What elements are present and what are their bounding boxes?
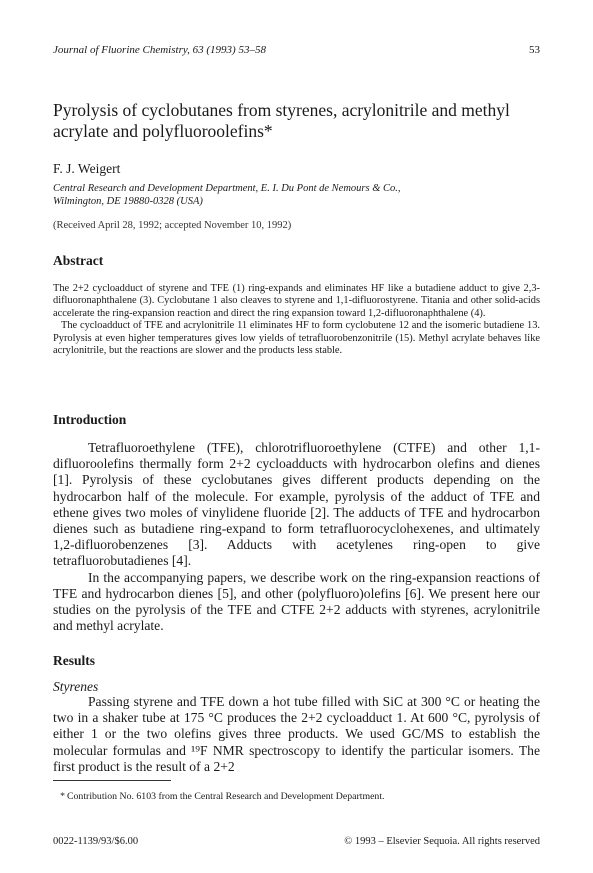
results-body: [53, 694, 540, 775]
introduction-paragraph: In the accompanying papers, we describe work on the ring-expansion reactions of TFE and hydrocarbon dienes [5], and other (polyfluoro)olefins [6]. We present here our studies on the pyrolysis of the TFE and CTFE 2+2 adducts with styrenes, acrylonitrile and methyl acrylate.: [53, 569, 540, 634]
affiliation-line: Central Research and Development Department, E. I. Du Pont de Nemours & Co.,: [53, 183, 401, 194]
issn-price: 0022-1139/93/$6.00: [53, 836, 139, 847]
copyright: © 1993 – Elsevier Sequoia. All rights reserved: [344, 836, 540, 847]
page-number: 53: [529, 44, 540, 56]
abstract-heading: Abstract: [53, 253, 104, 268]
abstract-paragraph: The cycloadduct of TFE and acrylonitrile 11 eliminates HF to form cyclobutene 12 and the isomeric butadiene 13. Pyrolysis at even higher temperatures gives low yields of tetrafluorobenzonitrile (15). Methyl acrylate behaves like acrylonitrile, but the reactions are slower and the products less stable.: [53, 320, 540, 357]
affiliation-line: Wilmington, DE 19880-0328 (USA): [53, 196, 203, 207]
footnote-mark: *: [60, 791, 65, 802]
footnote: [53, 791, 540, 802]
received-dates: (Received April 28, 1992; accepted November 10, 1992): [53, 220, 292, 231]
footnote-text: Contribution No. 6103 from the Central Research and Development Department.: [67, 791, 385, 802]
abstract-body: [53, 283, 540, 357]
author: F. J. Weigert: [53, 161, 121, 176]
styrenes-subheading: Styrenes: [53, 679, 99, 694]
footnote-rule: [53, 780, 171, 781]
abstract-paragraph: The 2+2 cycloadduct of styrene and TFE (1) ring-expands and eliminates HF like a butadiene adduct to give 2,3-difluoronaphthalene (3). Cyclobutane 1 also cleaves to styrene and 1,1-difluorostyrene. Titania and other solid-acids accelerate the ring-expansion reaction and direct the ring expansion toward 1,2-difluoronaphthalene (4).: [53, 283, 540, 319]
affiliation: [53, 182, 540, 208]
paper-title: Pyrolysis of cyclobutanes from styrenes, acrylonitrile and methyl acrylate and polyfluoroolefins*: [53, 100, 510, 141]
introduction-heading: Introduction: [53, 412, 127, 427]
introduction-paragraph: Tetrafluoroethylene (TFE), chlorotrifluoroethylene (CTFE) and other 1,1-difluoroolefins thermally form 2+2 cycloadducts with hydrocarbon olefins and dienes [1]. Pyrolysis of these cyclobutanes gives different products depending on the hydrocarbon half of the molecule. For example, pyrolysis of the adduct of TFE and ethene gives two moles of vinylidene fluoride [2]. The adducts of TFE and hydrocarbon dienes such as butadiene ring-expand to form tetrafluorocyclohexenes, and ultimately 1,2-difluorobenzenes [3]. Adducts with acetylenes ring-open to give tetrafluorobutadienes [4].: [53, 440, 540, 569]
journal-citation: Journal of Fluorine Chemistry, 63 (1993) 53–58: [53, 44, 266, 56]
results-heading: Results: [53, 653, 96, 668]
introduction-body: [53, 440, 540, 634]
results-paragraph: Passing styrene and TFE down a hot tube filled with SiC at 300 °C or heating the two in a shaker tube at 175 °C produces the 2+2 cycloadduct 1. At 600 °C, pyrolysis of either 1 or the two olefins gives three products. We used GC/MS to establish the molecular formulas and ¹⁹F NMR spectroscopy to identify the particular isomers. The first product is the result of a 2+2: [53, 694, 540, 774]
running-head: [53, 44, 540, 56]
